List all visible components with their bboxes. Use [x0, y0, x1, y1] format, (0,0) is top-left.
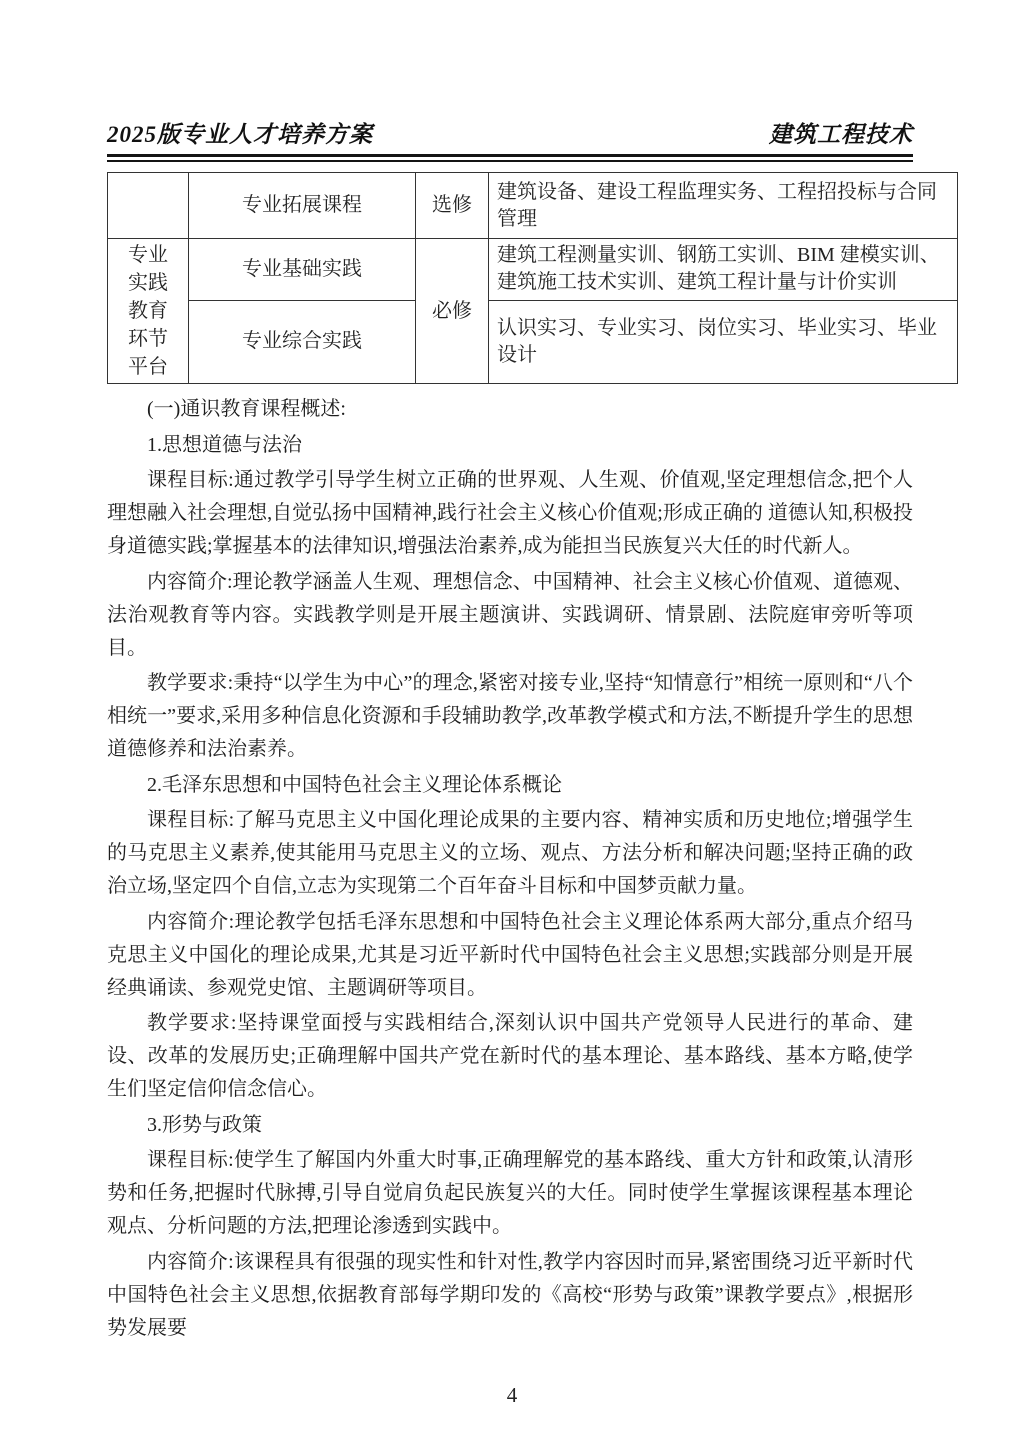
cell-platform-group [108, 239, 189, 384]
cell-course-list: 建筑工程测量实训、钢筋工实训、BIM 建模实训、建筑施工技术实训、建筑工程计量与计价实训 [489, 239, 958, 301]
body-paragraph: 课程目标:使学生了解国内外重大时事,正确理解党的基本路线、重大方针和政策,认清形势和任务,把握时代脉搏,引导自觉肩负起民族复兴的大任。同时使学生掌握该课程基本理论观点、分析问题的方法,把理论渗透到实践中。 [107, 1149, 913, 1237]
cell-platform-empty [108, 173, 189, 239]
table-row [108, 173, 958, 239]
body-paragraph: 教学要求:秉持“以学生为中心”的理念,紧密对接专业,坚持“知情意行”相统一原则和“八个相统一”要求,采用多种信息化资源和手段辅助教学,改革教学模式和方法,不断提升学生的思想道德修养和法治素养。 [107, 672, 913, 760]
body-paragraph: 内容简介:理论教学包括毛泽东思想和中国特色社会主义理论体系两大部分,重点介绍马克思主义中国化的理论成果,尤其是习近平新时代中国特色社会主义思想;实践部分则是开展经典诵读、参观党史馆、主题调研等项目。 [107, 910, 913, 999]
header-double-rule [107, 154, 913, 162]
cell-course-category: 专业综合实践 [189, 300, 416, 383]
cell-course-list: 认识实习、专业实习、岗位实习、毕业实习、毕业设计 [489, 300, 958, 383]
content-column [107, 0, 940, 1347]
cell-course-type: 选修 [416, 173, 489, 239]
header-left-title: 2025版专业人才培养方案 [107, 122, 373, 147]
body-paragraph: 内容简介:该课程具有很强的现实性和针对性,教学内容因时而异,紧密围绕习近平新时代中国特色社会主义思想,依据教育部每学期印发的《高校“形势与政策”课教学要点》,根据形势发展要 [107, 1250, 913, 1339]
page-header [107, 0, 913, 149]
body-paragraph: 课程目标:通过教学引导学生树立正确的世界观、人生观、价值观,坚定理想信念,把个人理想融入社会理想,自觉弘扬中国精神,践行社会主义核心价值观;形成正确的 道德认知,积极投身道德实践;掌握基本的法律知识,增强法治素养,成为能担当民族复兴大任的时代新人。 [107, 469, 913, 557]
header-right-title: 建筑工程技术 [769, 122, 913, 147]
table-row [108, 300, 958, 383]
platform-label: 专业实践教育环节平台 [128, 244, 168, 378]
section-heading: (一)通识教育课程概述: [147, 398, 346, 420]
cell-course-type: 必修 [416, 239, 489, 384]
body-paragraph: 课程目标:了解马克思主义中国化理论成果的主要内容、精神实质和历史地位;增强学生的马克思主义素养,使其能用马克思主义的立场、观点、方法分析和解决问题;坚持正确的政治立场,坚定四个自信,立志为实现第二个百年奋斗目标和中国梦贡献力量。 [107, 809, 913, 897]
body-paragraph: 内容简介:理论教学涵盖人生观、理想信念、中国精神、社会主义核心价值观、道德观、法治观教育等内容。实践教学则是开展主题演讲、实践调研、情景剧、法院庭审旁听等项目。 [107, 570, 913, 659]
course-heading: 2.毛泽东思想和中国特色社会主义理论体系概论 [147, 773, 562, 796]
body-text [107, 393, 913, 1345]
page-number: 4 [506, 1383, 518, 1407]
cell-course-category: 专业拓展课程 [189, 173, 416, 239]
course-heading: 3.形势与政策 [147, 1113, 262, 1136]
body-paragraph: 教学要求:坚持课堂面授与实践相结合,深刻认识中国共产党领导人民进行的革命、建设、改革的发展历史;正确理解中国共产党在新时代的基本理论、基本路线、基本方略,使学生们坚定信仰信念信心。 [107, 1012, 913, 1100]
cell-course-list: 建筑设备、建设工程监理实务、工程招投标与合同管理 [489, 173, 958, 239]
curriculum-table [107, 172, 958, 384]
course-heading: 1.思想道德与法治 [147, 433, 302, 456]
cell-course-category: 专业基础实践 [189, 239, 416, 301]
table-row [108, 239, 958, 301]
page-footer [0, 1383, 1024, 1408]
